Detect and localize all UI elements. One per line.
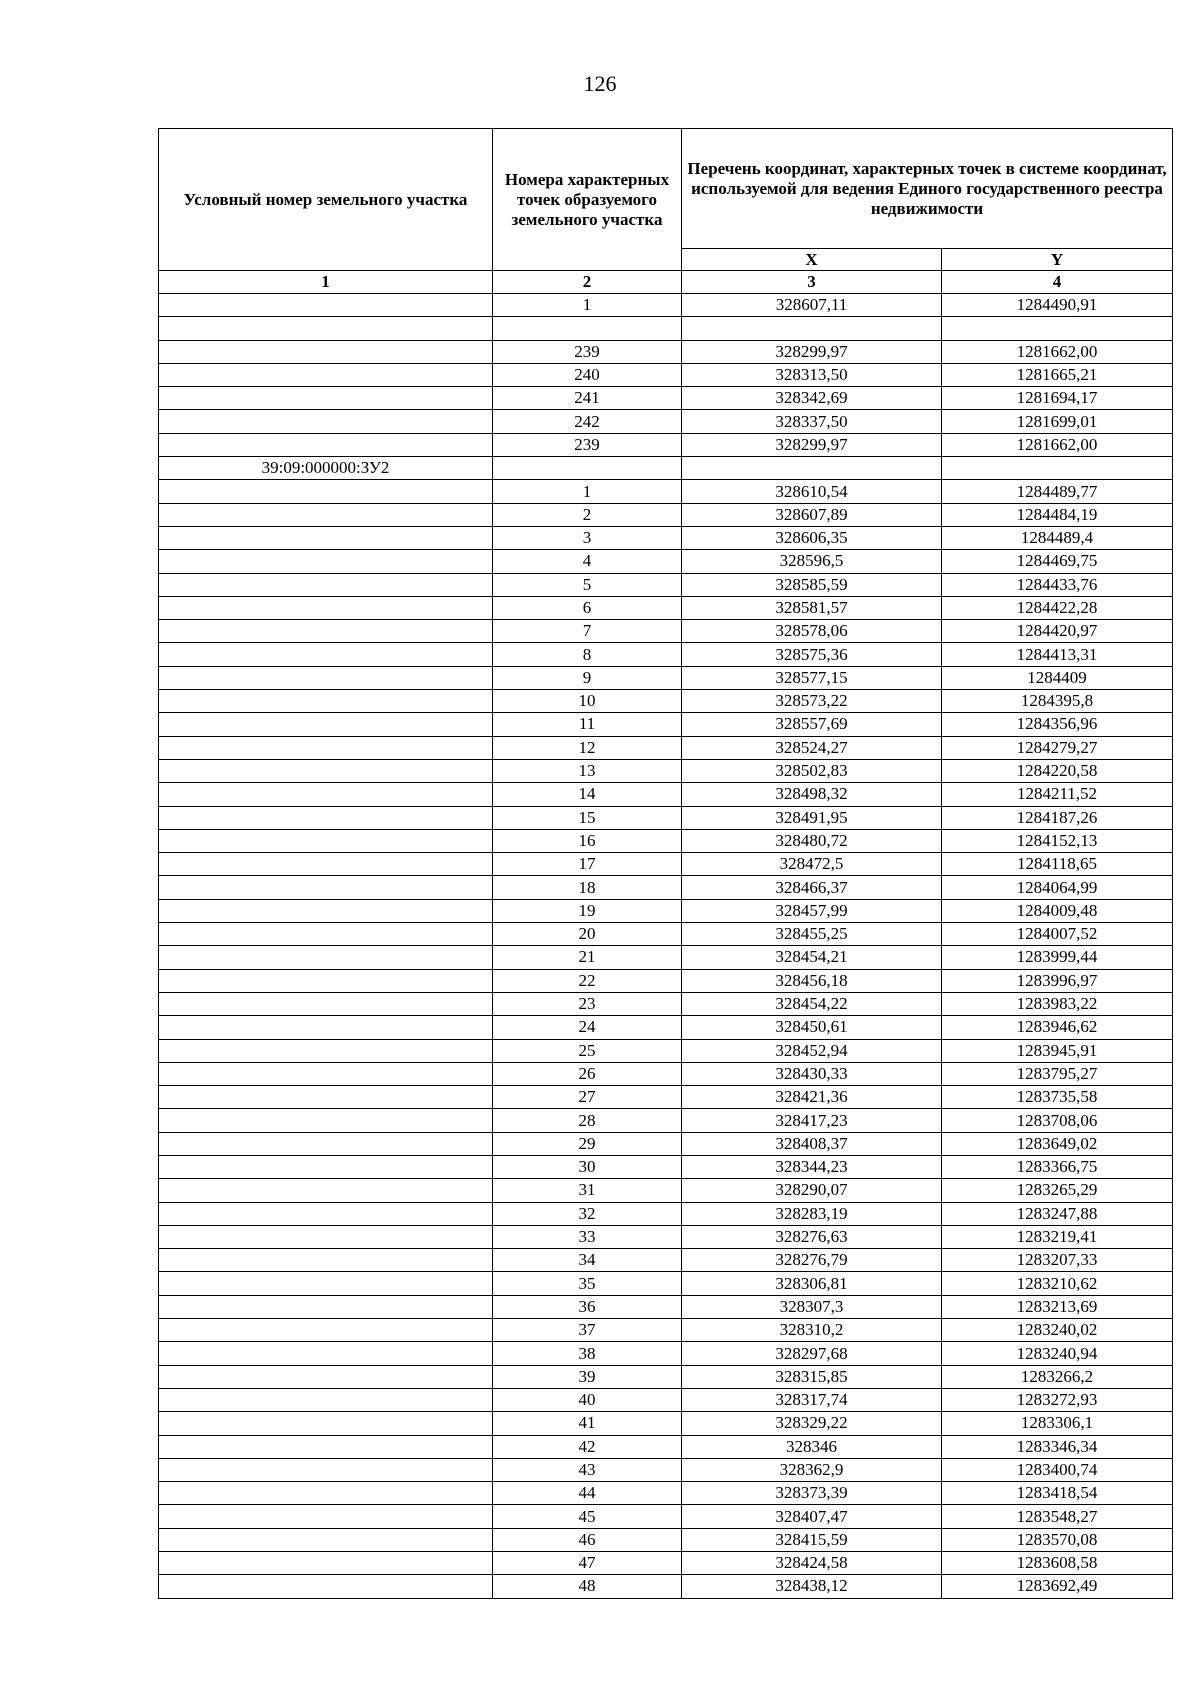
y-cell: 1283608,58 (942, 1552, 1173, 1575)
point-cell: 31 (493, 1179, 682, 1202)
point-cell: 240 (493, 363, 682, 386)
point-cell: 48 (493, 1575, 682, 1598)
x-cell: 328362,9 (682, 1458, 942, 1481)
point-cell: 6 (493, 596, 682, 619)
y-cell: 1283735,58 (942, 1086, 1173, 1109)
x-cell: 328299,97 (682, 433, 942, 456)
x-cell: 328373,39 (682, 1482, 942, 1505)
x-cell: 328337,50 (682, 410, 942, 433)
table-row (159, 829, 1173, 852)
table-row (159, 550, 1173, 573)
table-row (159, 457, 1173, 480)
table-row (159, 1412, 1173, 1435)
y-cell: 1283207,33 (942, 1249, 1173, 1272)
point-cell: 37 (493, 1319, 682, 1342)
y-cell: 1283346,34 (942, 1435, 1173, 1458)
header-y: Y (942, 249, 1173, 271)
x-cell: 328581,57 (682, 596, 942, 619)
parcel-cell (159, 1086, 493, 1109)
point-cell: 46 (493, 1528, 682, 1551)
point-cell: 40 (493, 1388, 682, 1411)
y-cell: 1284420,97 (942, 620, 1173, 643)
y-cell: 1283272,93 (942, 1388, 1173, 1411)
point-cell: 239 (493, 340, 682, 363)
point-cell: 29 (493, 1132, 682, 1155)
coordinates-table (158, 128, 1173, 1599)
y-cell: 1283240,02 (942, 1319, 1173, 1342)
parcel-cell (159, 1179, 493, 1202)
y-cell: 1284422,28 (942, 596, 1173, 619)
parcel-cell (159, 1319, 493, 1342)
x-cell: 328575,36 (682, 643, 942, 666)
y-cell: 1283649,02 (942, 1132, 1173, 1155)
column-number-1: 1 (159, 271, 493, 294)
y-cell: 1284064,99 (942, 876, 1173, 899)
point-cell: 38 (493, 1342, 682, 1365)
parcel-cell (159, 1458, 493, 1481)
table-row (159, 1249, 1173, 1272)
parcel-cell (159, 1039, 493, 1062)
table-row (159, 317, 1173, 340)
table-row (159, 1365, 1173, 1388)
table-row (159, 294, 1173, 317)
parcel-cell: 39:09:000000:ЗУ2 (159, 457, 493, 480)
x-cell: 328578,06 (682, 620, 942, 643)
x-cell: 328466,37 (682, 876, 942, 899)
parcel-cell (159, 969, 493, 992)
y-cell: 1281662,00 (942, 340, 1173, 363)
table-row (159, 759, 1173, 782)
point-cell: 8 (493, 643, 682, 666)
table-row (159, 1435, 1173, 1458)
x-cell: 328329,22 (682, 1412, 942, 1435)
y-cell: 1284187,26 (942, 806, 1173, 829)
x-cell: 328297,68 (682, 1342, 942, 1365)
x-cell: 328276,63 (682, 1225, 942, 1248)
parcel-cell (159, 1062, 493, 1085)
table-row (159, 992, 1173, 1015)
table-row (159, 713, 1173, 736)
y-cell: 1284489,77 (942, 480, 1173, 503)
y-cell: 1284489,4 (942, 526, 1173, 549)
point-cell: 47 (493, 1552, 682, 1575)
table-row (159, 946, 1173, 969)
parcel-cell (159, 433, 493, 456)
y-cell: 1283265,29 (942, 1179, 1173, 1202)
table-row (159, 899, 1173, 922)
point-cell: 21 (493, 946, 682, 969)
table-row (159, 480, 1173, 503)
x-cell: 328456,18 (682, 969, 942, 992)
y-cell: 1283983,22 (942, 992, 1173, 1015)
header-x: X (682, 249, 942, 271)
point-cell: 28 (493, 1109, 682, 1132)
x-cell: 328299,97 (682, 340, 942, 363)
y-cell (942, 317, 1173, 340)
y-cell: 1284356,96 (942, 713, 1173, 736)
x-cell: 328498,32 (682, 783, 942, 806)
point-cell: 36 (493, 1295, 682, 1318)
point-cell: 18 (493, 876, 682, 899)
x-cell: 328577,15 (682, 666, 942, 689)
point-cell: 35 (493, 1272, 682, 1295)
point-cell: 44 (493, 1482, 682, 1505)
table-row (159, 620, 1173, 643)
parcel-cell (159, 1342, 493, 1365)
x-cell: 328438,12 (682, 1575, 942, 1598)
x-cell: 328342,69 (682, 387, 942, 410)
x-cell: 328502,83 (682, 759, 942, 782)
x-cell: 328472,5 (682, 853, 942, 876)
point-cell: 10 (493, 690, 682, 713)
parcel-cell (159, 829, 493, 852)
point-cell: 39 (493, 1365, 682, 1388)
y-cell: 1281662,00 (942, 433, 1173, 456)
y-cell: 1284484,19 (942, 503, 1173, 526)
x-cell: 328454,21 (682, 946, 942, 969)
x-cell: 328344,23 (682, 1155, 942, 1178)
y-cell: 1283999,44 (942, 946, 1173, 969)
point-cell: 22 (493, 969, 682, 992)
table-row (159, 1225, 1173, 1248)
parcel-cell (159, 1016, 493, 1039)
point-cell: 13 (493, 759, 682, 782)
table-row (159, 969, 1173, 992)
parcel-cell (159, 1132, 493, 1155)
y-cell: 1283946,62 (942, 1016, 1173, 1039)
parcel-cell (159, 1505, 493, 1528)
y-cell: 1284118,65 (942, 853, 1173, 876)
point-cell: 12 (493, 736, 682, 759)
point-cell: 5 (493, 573, 682, 596)
parcel-cell (159, 1388, 493, 1411)
x-cell: 328606,35 (682, 526, 942, 549)
y-cell: 1283306,1 (942, 1412, 1173, 1435)
point-cell: 9 (493, 666, 682, 689)
x-cell: 328452,94 (682, 1039, 942, 1062)
x-cell: 328276,79 (682, 1249, 942, 1272)
parcel-cell (159, 1202, 493, 1225)
x-cell: 328315,85 (682, 1365, 942, 1388)
x-cell: 328480,72 (682, 829, 942, 852)
parcel-cell (159, 526, 493, 549)
y-cell (942, 457, 1173, 480)
point-cell: 1 (493, 480, 682, 503)
y-cell: 1284152,13 (942, 829, 1173, 852)
parcel-cell (159, 317, 493, 340)
parcel-cell (159, 783, 493, 806)
parcel-cell (159, 666, 493, 689)
y-cell: 1283240,94 (942, 1342, 1173, 1365)
parcel-cell (159, 1109, 493, 1132)
table-row (159, 1388, 1173, 1411)
point-cell: 34 (493, 1249, 682, 1272)
parcel-cell (159, 759, 493, 782)
point-cell: 7 (493, 620, 682, 643)
x-cell: 328317,74 (682, 1388, 942, 1411)
point-cell: 43 (493, 1458, 682, 1481)
x-cell: 328306,81 (682, 1272, 942, 1295)
parcel-cell (159, 643, 493, 666)
x-cell: 328290,07 (682, 1179, 942, 1202)
parcel-cell (159, 1365, 493, 1388)
table-row (159, 690, 1173, 713)
header-coordinates: Перечень координат, характерных точек в системе координат, используемой для ведения Единого государственного реестра недвижимости (682, 129, 1173, 249)
point-cell (493, 457, 682, 480)
y-cell: 1284433,76 (942, 573, 1173, 596)
column-number-2: 2 (493, 271, 682, 294)
y-cell: 1283366,75 (942, 1155, 1173, 1178)
table-row (159, 387, 1173, 410)
parcel-cell (159, 946, 493, 969)
table-row (159, 503, 1173, 526)
y-cell: 1283996,97 (942, 969, 1173, 992)
parcel-cell (159, 1155, 493, 1178)
parcel-cell (159, 596, 493, 619)
y-cell: 1283548,27 (942, 1505, 1173, 1528)
parcel-cell (159, 550, 493, 573)
parcel-cell (159, 1435, 493, 1458)
point-cell: 3 (493, 526, 682, 549)
y-cell: 1284211,52 (942, 783, 1173, 806)
point-cell: 26 (493, 1062, 682, 1085)
x-cell: 328417,23 (682, 1109, 942, 1132)
table-row (159, 1552, 1173, 1575)
point-cell: 42 (493, 1435, 682, 1458)
parcel-cell (159, 1295, 493, 1318)
table-row (159, 1109, 1173, 1132)
point-cell: 19 (493, 899, 682, 922)
parcel-cell (159, 1412, 493, 1435)
point-cell: 242 (493, 410, 682, 433)
parcel-cell (159, 503, 493, 526)
y-cell: 1281665,21 (942, 363, 1173, 386)
parcel-cell (159, 340, 493, 363)
y-cell: 1283266,2 (942, 1365, 1173, 1388)
y-cell: 1284413,31 (942, 643, 1173, 666)
x-cell: 328610,54 (682, 480, 942, 503)
parcel-cell (159, 923, 493, 946)
y-cell: 1283708,06 (942, 1109, 1173, 1132)
x-cell: 328307,3 (682, 1295, 942, 1318)
table-row (159, 340, 1173, 363)
parcel-cell (159, 876, 493, 899)
page-number: 126 (583, 71, 617, 96)
x-cell: 328557,69 (682, 713, 942, 736)
parcel-cell (159, 992, 493, 1015)
table-row (159, 1202, 1173, 1225)
point-cell: 45 (493, 1505, 682, 1528)
parcel-cell (159, 387, 493, 410)
parcel-cell (159, 573, 493, 596)
point-cell: 1 (493, 294, 682, 317)
table-row (159, 1086, 1173, 1109)
y-cell: 1283418,54 (942, 1482, 1173, 1505)
point-cell: 11 (493, 713, 682, 736)
table-row (159, 1342, 1173, 1365)
x-cell: 328408,37 (682, 1132, 942, 1155)
header-parcel-number: Условный номер земельного участка (159, 129, 493, 271)
x-cell: 328313,50 (682, 363, 942, 386)
header-point-numbers: Номера характерных точек образуемого земельного участка (493, 129, 682, 271)
x-cell: 328585,59 (682, 573, 942, 596)
y-cell: 1283210,62 (942, 1272, 1173, 1295)
x-cell: 328491,95 (682, 806, 942, 829)
point-cell: 4 (493, 550, 682, 573)
parcel-cell (159, 1575, 493, 1598)
x-cell: 328430,33 (682, 1062, 942, 1085)
x-cell: 328421,36 (682, 1086, 942, 1109)
parcel-cell (159, 853, 493, 876)
table-row (159, 806, 1173, 829)
x-cell: 328454,22 (682, 992, 942, 1015)
point-cell: 241 (493, 387, 682, 410)
parcel-cell (159, 736, 493, 759)
table-body (159, 294, 1173, 1599)
parcel-cell (159, 899, 493, 922)
parcel-cell (159, 1272, 493, 1295)
y-cell: 1284395,8 (942, 690, 1173, 713)
point-cell: 30 (493, 1155, 682, 1178)
point-cell: 14 (493, 783, 682, 806)
y-cell: 1283213,69 (942, 1295, 1173, 1318)
table-row (159, 410, 1173, 433)
x-cell: 328596,5 (682, 550, 942, 573)
y-cell: 1283570,08 (942, 1528, 1173, 1551)
point-cell: 17 (493, 853, 682, 876)
table-row (159, 1155, 1173, 1178)
point-cell: 20 (493, 923, 682, 946)
table-row (159, 1062, 1173, 1085)
table-row (159, 433, 1173, 456)
table-row (159, 363, 1173, 386)
y-cell: 1284220,58 (942, 759, 1173, 782)
parcel-cell (159, 410, 493, 433)
y-cell: 1283219,41 (942, 1225, 1173, 1248)
y-cell: 1284007,52 (942, 923, 1173, 946)
table-row (159, 736, 1173, 759)
parcel-cell (159, 1249, 493, 1272)
table-row (159, 1272, 1173, 1295)
x-cell: 328407,47 (682, 1505, 942, 1528)
point-cell: 2 (493, 503, 682, 526)
x-cell (682, 457, 942, 480)
table-row (159, 573, 1173, 596)
table-row (159, 1179, 1173, 1202)
table-row (159, 1575, 1173, 1598)
table-row (159, 1295, 1173, 1318)
y-cell: 1281694,17 (942, 387, 1173, 410)
table-row (159, 1039, 1173, 1062)
y-cell: 1283692,49 (942, 1575, 1173, 1598)
table-row (159, 783, 1173, 806)
column-number-3: 3 (682, 271, 942, 294)
parcel-cell (159, 620, 493, 643)
table-row (159, 853, 1173, 876)
y-cell: 1283400,74 (942, 1458, 1173, 1481)
point-cell: 24 (493, 1016, 682, 1039)
column-number-4: 4 (942, 271, 1173, 294)
point-cell: 239 (493, 433, 682, 456)
parcel-cell (159, 294, 493, 317)
y-cell: 1281699,01 (942, 410, 1173, 433)
point-cell: 33 (493, 1225, 682, 1248)
table-row (159, 643, 1173, 666)
x-cell: 328310,2 (682, 1319, 942, 1342)
point-cell: 27 (493, 1086, 682, 1109)
x-cell: 328415,59 (682, 1528, 942, 1551)
x-cell: 328424,58 (682, 1552, 942, 1575)
table-row (159, 1528, 1173, 1551)
x-cell: 328455,25 (682, 923, 942, 946)
parcel-cell (159, 713, 493, 736)
point-cell: 25 (493, 1039, 682, 1062)
parcel-cell (159, 480, 493, 503)
table-row (159, 526, 1173, 549)
parcel-cell (159, 690, 493, 713)
y-cell: 1284279,27 (942, 736, 1173, 759)
parcel-cell (159, 1528, 493, 1551)
x-cell: 328524,27 (682, 736, 942, 759)
point-cell: 41 (493, 1412, 682, 1435)
table-row (159, 1319, 1173, 1342)
x-cell: 328283,19 (682, 1202, 942, 1225)
table-row (159, 596, 1173, 619)
point-cell: 32 (493, 1202, 682, 1225)
x-cell: 328450,61 (682, 1016, 942, 1039)
table-row (159, 876, 1173, 899)
y-cell: 1283795,27 (942, 1062, 1173, 1085)
point-cell (493, 317, 682, 340)
y-cell: 1284469,75 (942, 550, 1173, 573)
x-cell: 328607,11 (682, 294, 942, 317)
y-cell: 1284490,91 (942, 294, 1173, 317)
y-cell: 1284409 (942, 666, 1173, 689)
x-cell: 328573,22 (682, 690, 942, 713)
table-row (159, 1132, 1173, 1155)
table-row (159, 1458, 1173, 1481)
y-cell: 1283945,91 (942, 1039, 1173, 1062)
table-row (159, 1482, 1173, 1505)
x-cell: 328607,89 (682, 503, 942, 526)
x-cell (682, 317, 942, 340)
parcel-cell (159, 1552, 493, 1575)
table-row (159, 1505, 1173, 1528)
parcel-cell (159, 1482, 493, 1505)
parcel-cell (159, 1225, 493, 1248)
parcel-cell (159, 806, 493, 829)
point-cell: 16 (493, 829, 682, 852)
table-row (159, 1016, 1173, 1039)
x-cell: 328346 (682, 1435, 942, 1458)
point-cell: 23 (493, 992, 682, 1015)
y-cell: 1284009,48 (942, 899, 1173, 922)
point-cell: 15 (493, 806, 682, 829)
parcel-cell (159, 363, 493, 386)
table-row (159, 666, 1173, 689)
table-row (159, 923, 1173, 946)
x-cell: 328457,99 (682, 899, 942, 922)
y-cell: 1283247,88 (942, 1202, 1173, 1225)
